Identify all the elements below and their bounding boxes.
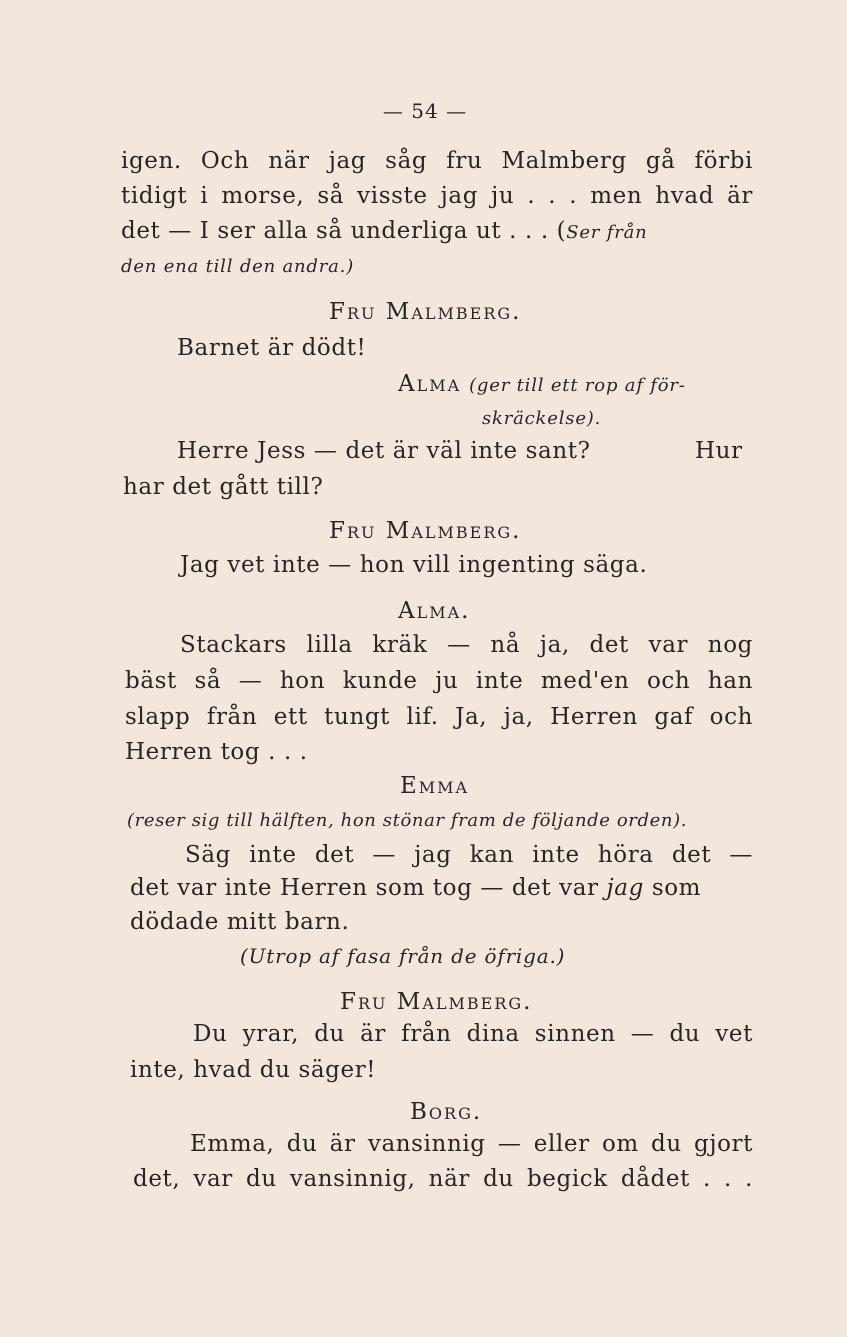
- text-line: Jag vet inte — hon vill ingenting säga.: [180, 552, 648, 578]
- stage-direction: (ger till ett rop af för-: [469, 375, 686, 396]
- speaker-name: Fru Malmberg.: [329, 518, 522, 544]
- speaker-name: Alma.: [398, 598, 471, 624]
- stage-direction: (Utrop af fasa från de öfriga.): [240, 944, 566, 968]
- speaker-name: Fru Malmberg.: [340, 989, 533, 1015]
- text-line: inte, hvad du säger!: [130, 1057, 377, 1083]
- text-line: Hur: [695, 438, 743, 464]
- stage-direction: skräckelse).: [482, 408, 602, 429]
- text-line: Säg inte det — jag kan inte höra det —: [185, 842, 753, 868]
- text-line: Emma, du är vansinnig — eller om du gjort: [190, 1131, 753, 1157]
- stage-direction: den ena till den andra.): [121, 256, 355, 277]
- text-line: Herre Jess — det är väl inte sant?: [177, 438, 591, 464]
- emphasis: jag: [606, 875, 644, 901]
- speaker-name: Alma: [398, 371, 462, 397]
- text-line: bäst så — hon kunde ju inte med'en och han: [125, 668, 753, 694]
- text-line: Du yrar, du är från dina sinnen — du vet: [193, 1021, 753, 1047]
- text-span: det var inte Herren som tog — det var: [130, 875, 607, 901]
- text-span: som: [643, 875, 702, 901]
- text-line: igen. Och när jag såg fru Malmberg gå förbi: [121, 148, 753, 174]
- text-line: [398, 369, 686, 401]
- text-line: Stackars lilla kräk — nå ja, det var nog: [180, 632, 753, 658]
- text-line: Herren tog . . .: [125, 739, 308, 765]
- text-line: slapp från ett tungt lif. Ja, ja, Herren gaf och: [125, 704, 753, 730]
- stage-direction: Ser från: [566, 222, 648, 243]
- text-line: tidigt i morse, så visste jag ju . . . men hvad är: [121, 183, 753, 209]
- page-number: — 54 —: [382, 99, 468, 123]
- speaker-name: Borg.: [410, 1099, 483, 1125]
- text-span: det — I ser alla så underliga ut . . . (: [121, 218, 567, 244]
- text-line: [130, 873, 701, 903]
- stage-direction: (reser sig till hälften, hon stönar fram de följande orden).: [127, 810, 688, 831]
- speaker-name: Emma: [400, 773, 470, 799]
- text-line: det, var du vansinnig, när du begick dådet . . .: [133, 1166, 753, 1192]
- text-line: har det gått till?: [123, 474, 324, 500]
- text-line: dödade mitt barn.: [130, 909, 350, 935]
- text-line: Barnet är dödt!: [177, 335, 367, 361]
- text-line: [121, 216, 648, 248]
- speaker-name: Fru Malmberg.: [329, 299, 522, 325]
